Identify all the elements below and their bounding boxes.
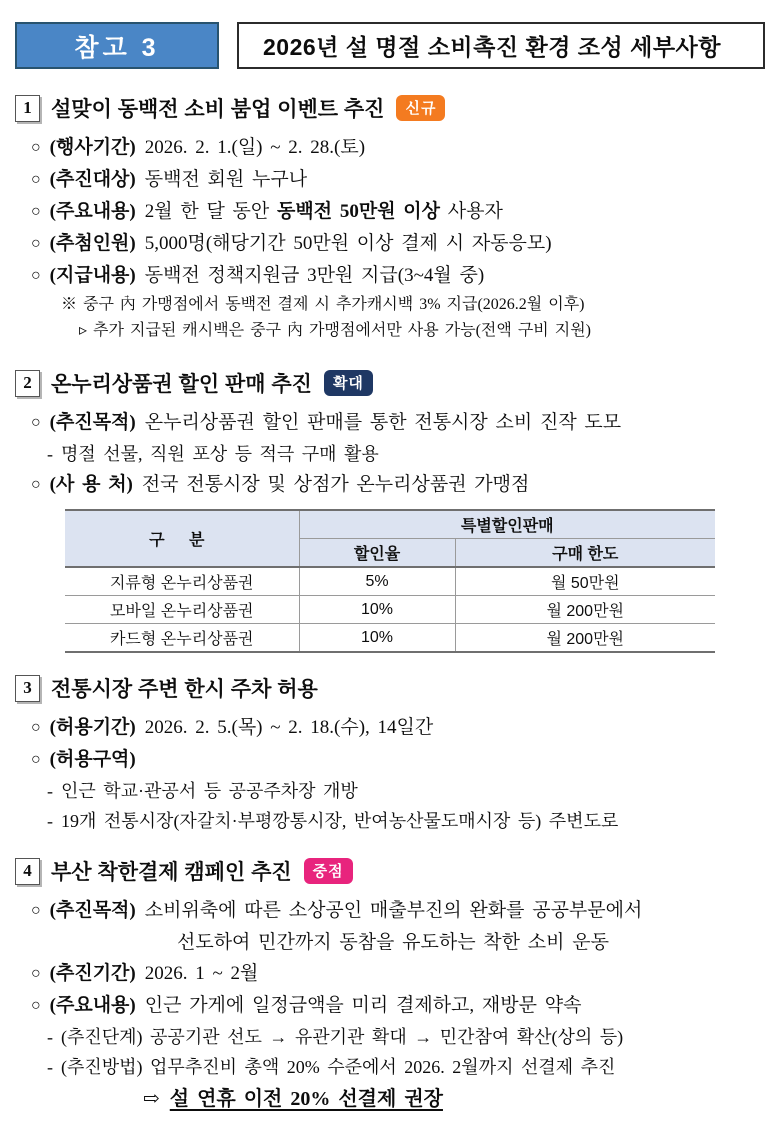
- item-text: 2026. 2. 5.(목) ~ 2. 18.(수), 14일간: [144, 717, 434, 738]
- circle-bullet-icon: ○: [31, 751, 41, 768]
- item-text-continued: 선도하여 민간까지 동참을 유도하는 착한 소비 운동: [177, 932, 609, 953]
- section-parking: [15, 673, 765, 836]
- circle-bullet-icon: ○: [31, 902, 41, 919]
- reference-label-box: 참고 3: [15, 22, 219, 69]
- section-2-title: 온누리상품권 할인 판매 추진: [51, 373, 312, 396]
- section-3-heading: [15, 673, 765, 703]
- item-text: 2026. 2. 1.(일) ~ 2. 28.(토): [144, 137, 366, 158]
- expand-badge: 확대: [324, 370, 373, 396]
- item-label: (추진방법): [61, 1057, 143, 1077]
- item-text: 인근 가게에 일정금액을 미리 결제하고, 재방문 약속: [144, 995, 582, 1016]
- page-title: 2026년 설 명절 소비촉진 환경 조성 세부사항: [237, 22, 765, 69]
- sub-list-item: [15, 806, 765, 836]
- cell-rate: 10%: [299, 596, 455, 624]
- cell-rate: 10%: [299, 624, 455, 653]
- item-label: (주요내용): [49, 995, 136, 1016]
- table-header-discount-rate: 할인율: [299, 539, 455, 568]
- cell-name: 카드형 온누리상품권: [65, 624, 299, 653]
- item-label: (추진목적): [49, 900, 136, 921]
- section-2-heading: [15, 368, 765, 398]
- cell-limit: 월 200만원: [455, 596, 715, 624]
- section-1-heading: [15, 93, 765, 123]
- dash-bullet-icon: -: [47, 811, 53, 831]
- section-dongbaekjeon-event: [15, 93, 765, 344]
- item-text: 2026. 1 ~ 2월: [144, 963, 259, 984]
- dash-bullet-icon: -: [47, 1027, 53, 1047]
- section-number-icon: 3: [15, 675, 40, 702]
- list-item: [15, 895, 765, 927]
- footnote: ※ 중구 內 가맹점에서 동백전 결제 시 추가캐시백 3% 지급(2026.2월 이후): [61, 296, 585, 313]
- item-text: 명절 선물, 직원 포상 등 적극 구매 활용: [61, 444, 379, 464]
- cell-name: 지류형 온누리상품권: [65, 567, 299, 596]
- discount-sale-table: [65, 509, 715, 653]
- circle-bullet-icon: ○: [31, 235, 41, 252]
- document-header: [15, 22, 765, 69]
- sub-list-item: [15, 1022, 765, 1052]
- item-text: 전국 전통시장 및 상점가 온누리상품권 가맹점: [141, 474, 530, 495]
- cell-limit: 월 200만원: [455, 624, 715, 653]
- section-goodpay-campaign: [15, 856, 765, 1116]
- circle-bullet-icon: ○: [31, 267, 41, 284]
- table-row: [65, 624, 715, 653]
- item-label: (사 용 처): [49, 474, 133, 495]
- section-number-icon: 4: [15, 858, 40, 885]
- circle-bullet-icon: ○: [31, 719, 41, 736]
- table-row: [65, 596, 715, 624]
- circle-bullet-icon: ○: [31, 997, 41, 1014]
- list-item: [15, 990, 765, 1022]
- circle-bullet-icon: ○: [31, 139, 41, 156]
- list-item: [15, 712, 765, 744]
- section-3-title: 전통시장 주변 한시 주차 허용: [51, 678, 318, 701]
- item-label: (행사기간): [49, 137, 136, 158]
- sub-list-item: [15, 776, 765, 806]
- item-text: 소비위축에 따른 소상공인 매출부진의 완화를 공공부문에서: [144, 900, 643, 921]
- list-item: [15, 407, 765, 439]
- table-header-category: 구 분: [65, 510, 299, 567]
- right-arrow-icon: ⇨: [143, 1088, 160, 1110]
- table-row: [65, 567, 715, 596]
- dash-bullet-icon: -: [47, 444, 53, 464]
- item-text: 동백전 회원 누구나: [144, 169, 308, 190]
- list-item: [15, 260, 765, 292]
- table-header-special-sale: 특별할인판매: [299, 510, 715, 539]
- cell-limit: 월 50만원: [455, 567, 715, 596]
- item-text: 2월 한 달 동안: [144, 201, 278, 222]
- item-label: (주요내용): [49, 201, 136, 222]
- item-text: 인근 학교·관공서 등 공공주차장 개방: [61, 781, 358, 801]
- list-item: [15, 132, 765, 164]
- item-text: 5,000명(해당기간 50만원 이상 결제 시 자동응모): [144, 233, 552, 254]
- circle-bullet-icon: ○: [31, 171, 41, 188]
- cell-name: 모바일 온누리상품권: [65, 596, 299, 624]
- sub-list-item: [15, 439, 765, 469]
- item-label: (추첨인원): [49, 233, 136, 254]
- item-text: 업무추진비 총액 20% 수준에서 2026. 2월까지 선결제 추진: [150, 1057, 616, 1077]
- section-number-icon: 2: [15, 370, 40, 397]
- new-badge: 신규: [396, 95, 445, 121]
- sub-footnote: ▹ 추가 지급된 캐시백은 중구 內 가맹점에서만 사용 가능(전액 구비 지원): [79, 322, 592, 339]
- section-4-heading: [15, 856, 765, 886]
- list-item: [15, 228, 765, 260]
- focus-badge: 중점: [304, 858, 353, 884]
- item-text: 동백전 정책지원금 3만원 지급(3~4월 중): [144, 265, 485, 286]
- section-number-icon: 1: [15, 95, 40, 122]
- cell-rate: 5%: [299, 567, 455, 596]
- conclusion-text: 설 연휴 이전 20% 선결제 권장: [169, 1088, 443, 1110]
- item-text: 19개 전통시장(자갈치·부평깡통시장, 반여농산물도매시장 등) 주변도로: [61, 811, 619, 831]
- item-text: 공공기관 선도 → 유관기관 확대 → 민간참여 확산(상의 등): [150, 1027, 624, 1047]
- item-label: (허용구역): [49, 749, 136, 770]
- list-item: [15, 164, 765, 196]
- item-label: (지급내용): [49, 265, 136, 286]
- item-label: (추진목적): [49, 412, 136, 433]
- table-header-purchase-limit: 구매 한도: [455, 539, 715, 568]
- circle-bullet-icon: ○: [31, 414, 41, 431]
- circle-bullet-icon: ○: [31, 965, 41, 982]
- item-label: (추진대상): [49, 169, 136, 190]
- item-text-emphasis: 동백전 50만원 이상: [277, 201, 441, 222]
- list-item: [15, 469, 765, 501]
- circle-bullet-icon: ○: [31, 203, 41, 220]
- item-text: 온누리상품권 할인 판매를 통한 전통시장 소비 진작 도모: [144, 412, 622, 433]
- list-item: [15, 196, 765, 228]
- section-1-title: 설맞이 동백전 소비 붐업 이벤트 추진: [51, 98, 385, 121]
- item-label: (허용기간): [49, 717, 136, 738]
- item-label: (추진기간): [49, 963, 136, 984]
- circle-bullet-icon: ○: [31, 476, 41, 493]
- item-label: (추진단계): [61, 1027, 143, 1047]
- list-item: [15, 744, 765, 776]
- dash-bullet-icon: -: [47, 781, 53, 801]
- list-item: [15, 958, 765, 990]
- dash-bullet-icon: -: [47, 1057, 53, 1077]
- section-onnuri-giftcert: [15, 368, 765, 653]
- section-4-title: 부산 착한결제 캠페인 추진: [51, 861, 292, 884]
- conclusion-line: [15, 1082, 765, 1116]
- sub-list-item: [15, 1052, 765, 1082]
- item-text: 사용자: [440, 201, 503, 222]
